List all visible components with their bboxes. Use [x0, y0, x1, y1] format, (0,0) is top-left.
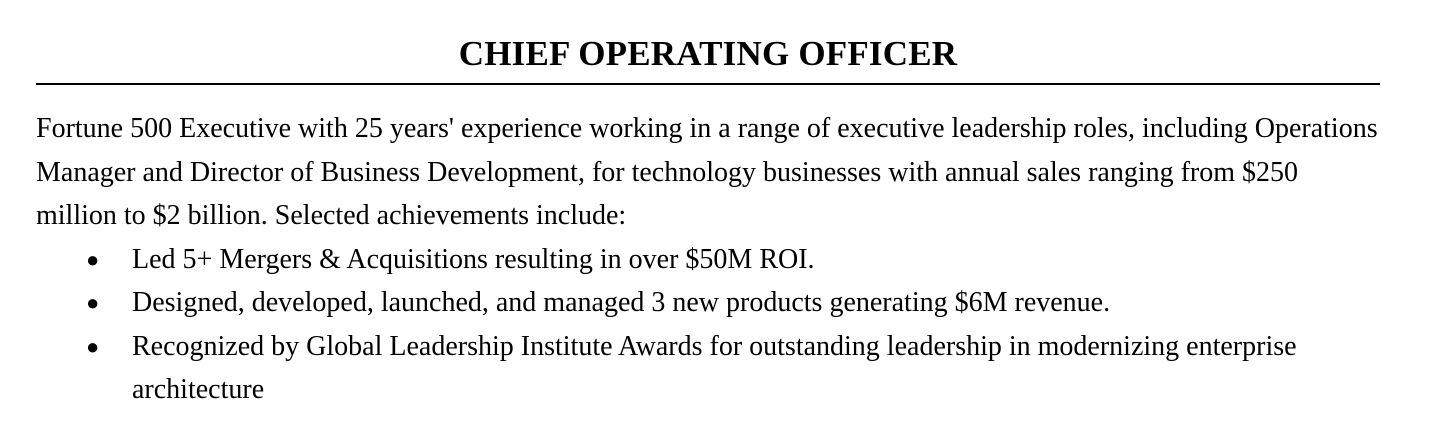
section-title: CHIEF OPERATING OFFICER: [458, 34, 958, 73]
list-item: [36, 325, 1380, 412]
achievement-text: Designed, developed, launched, and managed 3 new products generating $6M revenue.: [132, 287, 1111, 318]
resume-section: [36, 0, 1380, 412]
bullet-icon: ●: [86, 333, 100, 359]
bullet-icon: ●: [86, 246, 100, 272]
summary-paragraph: Fortune 500 Executive with 25 years' experience working in a range of executive leadership roles, including Operations Manager and Director of Business Development, for technology businesses with annual sales ranging from $250 million to $2 billion. Selected achievements include:: [36, 113, 1378, 231]
bullet-icon: ●: [86, 290, 100, 315]
achievement-text: Led 5+ Mergers & Acquisitions resulting in over $50M ROI.: [132, 243, 815, 275]
achievement-text: Recognized by Global Leadership Institute Awards for outstanding leadership in modernizing enterprise architecture: [132, 330, 1297, 405]
achievements-list: [36, 238, 1380, 412]
list-item: [36, 238, 1380, 282]
list-item: [36, 281, 1380, 325]
